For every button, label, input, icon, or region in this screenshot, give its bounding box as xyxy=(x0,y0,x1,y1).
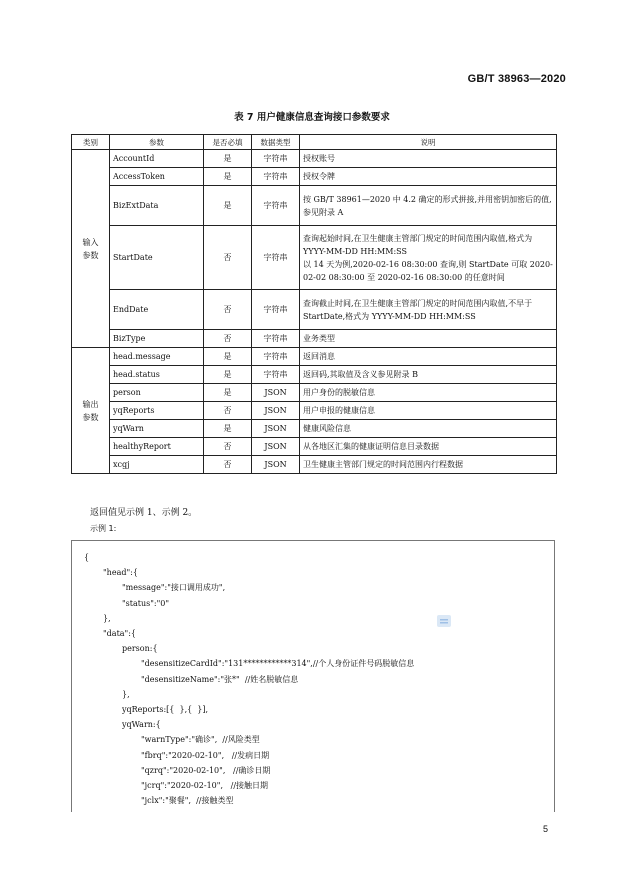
required-cell: 否 xyxy=(204,456,252,474)
type-cell: JSON xyxy=(252,384,300,402)
type-cell: 字符串 xyxy=(252,150,300,168)
description-cell: 查询起始时间,在卫生健康主管部门规定的时间范围内取值,格式为 YYYY-MM-DD HH:MM:SS 以 14 天为例,2020-02-16 08:30:00 查询,则 StartDate 可取 2020-02-02 08:30:00 至 2020-02-16 08:30:00 的任意时间 xyxy=(300,226,557,290)
code-line: "warnType":"确诊", //风险类型 xyxy=(141,735,260,745)
code-line: "desensitizeCardId":"131************314",//个人身份证件号码脱敏信息 xyxy=(141,659,415,669)
col-header: 类别 xyxy=(72,135,110,150)
table-row xyxy=(72,348,557,366)
col-header: 数据类型 xyxy=(252,135,300,150)
type-cell: 字符串 xyxy=(252,348,300,366)
required-cell: 是 xyxy=(204,420,252,438)
code-line: yqWarn:{ xyxy=(122,720,161,730)
description-cell: 返回码,其取值及含义参见附录 B xyxy=(300,366,557,384)
table-row xyxy=(72,226,557,290)
page-number: 5 xyxy=(542,824,548,834)
table-row xyxy=(72,168,557,186)
type-cell: JSON xyxy=(252,438,300,456)
code-line: "message":"接口调用成功", xyxy=(122,583,226,593)
param-cell: head.status xyxy=(110,366,204,384)
code-line: "fbrq":"2020-02-10", //发病日期 xyxy=(141,750,270,760)
description-cell: 查询截止时间,在卫生健康主管部门规定的时间范围内取值,不早于 StartDate,格式为 YYYY-MM-DD HH:MM:SS xyxy=(300,290,557,330)
watermark-icon xyxy=(436,614,452,628)
table-header-row xyxy=(72,135,557,150)
required-cell: 否 xyxy=(204,438,252,456)
code-line: "jcrq":"2020-02-10", //接触日期 xyxy=(141,781,269,790)
description-cell: 返回消息 xyxy=(300,348,557,366)
col-header: 说明 xyxy=(300,135,557,150)
description-cell: 从各地区汇集的健康证明信息目录数据 xyxy=(300,438,557,456)
param-cell: yqWarn xyxy=(110,420,204,438)
code-line: "status":"0" xyxy=(122,598,170,608)
category-cell: 输入 参数 xyxy=(72,150,110,348)
table-row xyxy=(72,330,557,348)
type-cell: JSON xyxy=(252,456,300,474)
table-row xyxy=(72,186,557,226)
table-row xyxy=(72,420,557,438)
required-cell: 是 xyxy=(204,348,252,366)
code-line: "jclx":"聚餐", //接触类型 xyxy=(141,796,234,806)
param-cell: EndDate xyxy=(110,290,204,330)
required-cell: 是 xyxy=(204,150,252,168)
table-caption: 表 7 用户健康信息查询接口参数要求 xyxy=(234,112,390,123)
param-cell: xcgj xyxy=(110,456,204,474)
param-cell: BizExtData xyxy=(110,186,204,226)
required-cell: 是 xyxy=(204,366,252,384)
type-cell: 字符串 xyxy=(252,330,300,348)
description-cell: 业务类型 xyxy=(300,330,557,348)
code-line: }, xyxy=(122,689,130,699)
param-cell: healthyReport xyxy=(110,438,204,456)
param-cell: AccessToken xyxy=(110,168,204,186)
table-row xyxy=(72,290,557,330)
example-label: 示例 1: xyxy=(90,524,117,533)
table-row xyxy=(72,366,557,384)
description-cell: 卫生健康主管部门规定的时间范围内行程数据 xyxy=(300,456,557,474)
type-cell: 字符串 xyxy=(252,186,300,226)
type-cell: JSON xyxy=(252,420,300,438)
required-cell: 否 xyxy=(204,330,252,348)
description-cell: 用户身份的脱敏信息 xyxy=(300,384,557,402)
required-cell: 是 xyxy=(204,186,252,226)
description-cell: 健康风险信息 xyxy=(300,420,557,438)
type-cell: 字符串 xyxy=(252,168,300,186)
param-cell: person xyxy=(110,384,204,402)
type-cell: 字符串 xyxy=(252,226,300,290)
code-line: }, xyxy=(103,613,111,623)
type-cell: 字符串 xyxy=(252,290,300,330)
code-line: person:{ xyxy=(122,644,158,654)
param-cell: yqReports xyxy=(110,402,204,420)
category-cell: 输出 参数 xyxy=(72,348,110,474)
table-row xyxy=(72,150,557,168)
param-cell: StartDate xyxy=(110,226,204,290)
type-cell: JSON xyxy=(252,402,300,420)
code-line: "qzrq":"2020-02-10", //确诊日期 xyxy=(141,765,271,775)
table-row xyxy=(72,402,557,420)
col-header: 是否必填 xyxy=(204,135,252,150)
code-line: "data":{ xyxy=(103,629,137,638)
table-row xyxy=(72,438,557,456)
return-note: 返回值见示例 1、示例 2。 xyxy=(90,508,198,518)
required-cell: 否 xyxy=(204,290,252,330)
required-cell: 否 xyxy=(204,402,252,420)
type-cell: 字符串 xyxy=(252,366,300,384)
col-header: 参数 xyxy=(110,135,204,150)
code-example-box xyxy=(71,540,555,812)
parameter-table xyxy=(71,134,557,474)
param-cell: BizType xyxy=(110,330,204,348)
description-cell: 按 GB/T 38961—2020 中 4.2 确定的形式拼接,并用密钥加密后的值,参见附录 A xyxy=(300,186,557,226)
code-line: yqReports:[{ },{ }], xyxy=(122,705,209,714)
description-cell: 授权令牌 xyxy=(300,168,557,186)
code-line: "head":{ xyxy=(103,568,138,578)
required-cell: 否 xyxy=(204,226,252,290)
required-cell: 是 xyxy=(204,168,252,186)
table-row xyxy=(72,384,557,402)
code-line: "desensitizeName":"张*" //姓名脱敏信息 xyxy=(141,674,299,684)
standard-number: GB/T 38963—2020 xyxy=(467,73,566,85)
required-cell: 是 xyxy=(204,384,252,402)
description-cell: 用户申报的健康信息 xyxy=(300,402,557,420)
table-row xyxy=(72,456,557,474)
param-cell: head.message xyxy=(110,348,204,366)
code-line: { xyxy=(84,553,90,562)
description-cell: 授权账号 xyxy=(300,150,557,168)
param-cell: AccountId xyxy=(110,150,204,168)
